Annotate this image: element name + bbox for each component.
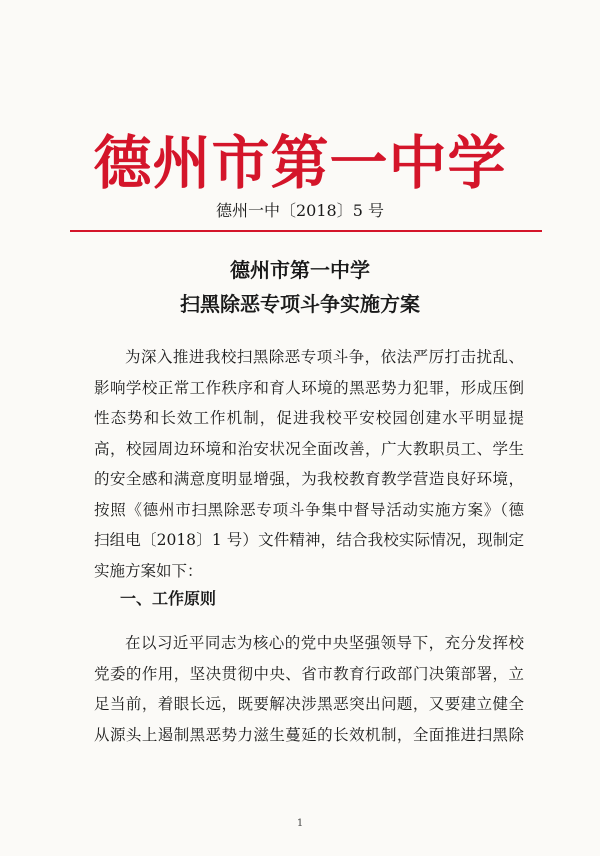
- section-heading: 一、工作原则: [120, 589, 217, 608]
- document-title-line2: 扫黑除恶专项斗争实施方案: [180, 292, 420, 316]
- paragraph-line: 为深入推进我校扫黑除恶专项斗争，依法严厉打击扰乱、: [125, 348, 524, 366]
- document-title-line1: 德州市第一中学: [230, 258, 370, 282]
- paragraph-line: 性态势和长效工作机制，促进我校平安校园创建水平明显提: [94, 409, 524, 427]
- paragraph-line: 实施方案如下：: [94, 561, 203, 580]
- masthead: 德州市第一中学: [93, 129, 507, 197]
- paragraph-line: 高，校园周边环境和治安状况全面改善，广大教职员工、学生: [94, 439, 524, 458]
- document-number: 德州一中〔2018〕5 号: [216, 201, 384, 220]
- paragraph-line: 影响学校正常工作秩序和育人环境的黑恶势力犯罪，形成压倒: [94, 378, 524, 397]
- paragraph-line: 按照《德州市扫黑除恶专项斗争集中督导活动实施方案》（德: [94, 500, 524, 519]
- paragraph-line: 党委的作用，坚决贯彻中央、省市教育行政部门决策部署，立: [94, 664, 524, 683]
- paragraph-line: 在以习近平同志为核心的党中央坚强领导下，充分发挥校: [125, 634, 524, 652]
- intro-paragraph: [94, 342, 524, 586]
- paragraph-line: 从源头上遏制黑恶势力滋生蔓延的长效机制，全面推进扫黑除: [94, 725, 524, 744]
- section-paragraph: [94, 628, 524, 750]
- paragraph-line: 足当前，着眼长远，既要解决涉黑恶突出问题，又要建立健全: [94, 695, 524, 713]
- red-divider: [70, 230, 542, 232]
- paragraph-line: 的安全感和满意度明显增强，为我校教育教学营造良好环境，: [94, 470, 524, 488]
- page-number: 1: [296, 818, 304, 829]
- paragraph-line: 扫组电〔2018〕1 号）文件精神，结合我校实际情况，现制定: [94, 531, 524, 549]
